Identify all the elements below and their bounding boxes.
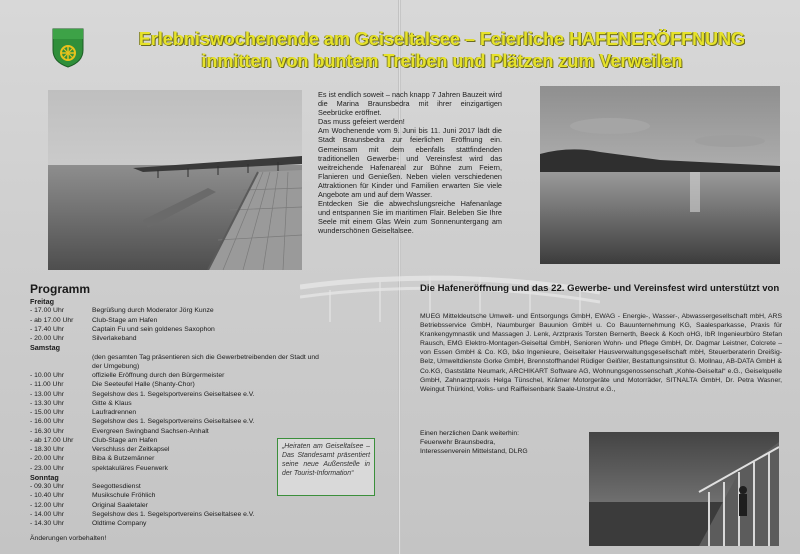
program-desc: Laufradrennen <box>92 409 137 416</box>
program-time: - 11.00 Uhr <box>30 381 64 389</box>
program-time: - 10.40 Uhr <box>30 492 65 500</box>
sunset-lake-photo <box>540 86 780 264</box>
program-title: Programm <box>30 282 91 296</box>
program-row <box>30 306 330 315</box>
wedding-callout: „Heiraten am Geiseltalsee – Das Standesamt präsentiert seine neue Außenstelle in der Tourist-Information“ <box>277 438 375 496</box>
headline-line-2: inmitten von buntem Treiben und Plätzen zum Verweilen <box>201 51 683 71</box>
article-paragraph-2: Das muss gefeiert werden! <box>318 117 405 127</box>
article-paragraph-3: Am Wochenende vom 9. Juni bis 11. Juni 2017 lädt die Stadt Braunsbedra zur feierlichen Eröffnung ein. Gemeinsam mit dem ebenfalls stattfindenden traditionellen Gewerbe- und Vereinsfest wird das weitreichende Hafenareal zur Bühne zum Feiern, Flanieren und Genießen. Neben vielen verschiedenen Attraktionen für Kinder und Familien erwarten Sie viele Angebote am und auf dem Wasser. <box>318 126 502 200</box>
program-list <box>30 297 330 544</box>
day-label: Sonntag <box>30 472 59 482</box>
program-desc: Original Saaletaler <box>92 501 148 509</box>
program-desc: Segelshow des 1. Segelsportvereins Geiseltalsee e.V. <box>92 510 255 518</box>
program-time: - 10.00 Uhr <box>30 372 65 379</box>
program-note: Änderungen vorbehalten! <box>30 535 107 543</box>
program-desc: Begrüßung durch Moderator Jörg Kunze <box>92 307 214 315</box>
program-row <box>30 427 330 436</box>
program-desc: Verschluss der Zeitkapsel <box>92 446 170 453</box>
program-time: - 16.00 Uhr <box>30 418 65 426</box>
program-row <box>30 510 330 519</box>
program-row <box>30 316 330 325</box>
program-desc: offizielle Eröffnung durch den Bürgermeister <box>92 372 225 379</box>
program-desc: Segelshow des 1. Segelsportvereins Geiseltalsee e.V. <box>92 418 255 426</box>
program-desc: Musikschule Fröhlich <box>92 492 156 500</box>
program-time: - 18.30 Uhr <box>30 446 65 453</box>
program-row <box>30 519 330 528</box>
article-paragraph-1: Es ist endlich soweit – nach knapp 7 Jahren Bauzeit wird die Marina Braunsbedra mit ihrer einzigartigen Seebrücke eröffnet. <box>318 90 502 118</box>
program-desc: Seegottesdienst <box>92 483 141 490</box>
program-time: - 09.30 Uhr <box>30 483 65 490</box>
program-desc: Segelshow des 1. Segelsportvereins Geiseltalsee e.V. <box>92 390 255 398</box>
program-row <box>30 390 330 399</box>
program-time: - 20.00 Uhr <box>30 455 65 463</box>
day-label: Samstag <box>30 343 60 353</box>
program-time: - 14.30 Uhr <box>30 520 65 527</box>
evening-pier-photo <box>589 432 779 546</box>
program-time: - 16.30 Uhr <box>30 427 65 435</box>
program-desc: spektakuläres Feuerwerk <box>92 464 168 472</box>
program-row <box>30 417 330 426</box>
program-desc: Club-Stage am Hafen <box>92 316 158 324</box>
thanks-block <box>420 429 580 457</box>
program-row <box>30 325 330 334</box>
headline-line-1: Erlebniswochenende am Geiseltalsee – Feierliche HAFENERÖFFNUNG <box>138 29 746 49</box>
program-time: - 20.00 Uhr <box>30 335 65 342</box>
program-time: - 17.00 Uhr <box>30 307 65 315</box>
program-desc: Evergreen Swingband Sachsen-Anhalt <box>92 427 209 435</box>
program-desc: Biba & Butzemänner <box>92 455 155 463</box>
program-row <box>30 399 330 408</box>
sponsor-heading: Die Hafeneröffnung und das 22. Gewerbe- und Vereinsfest wird unterstützt von <box>420 283 780 294</box>
thanks-line: Einen herzlichen Dank weiterhin: <box>420 430 519 437</box>
program-time: - 17.40 Uhr <box>30 325 65 333</box>
article-text <box>318 90 502 236</box>
program-time: - 23.00 Uhr <box>30 464 65 472</box>
day-label: Freitag <box>30 297 54 306</box>
program-time: - 14.00 Uhr <box>30 510 65 518</box>
program-row <box>30 371 330 380</box>
coat-of-arms-logo <box>52 28 84 68</box>
program-row <box>30 408 330 417</box>
thanks-line: Interessenverein Mittelstand, DLRG <box>420 448 528 456</box>
pier-photo <box>48 90 302 270</box>
program-row <box>30 380 330 389</box>
program-time: - 13.30 Uhr <box>30 399 65 407</box>
program-desc: Club-Stage am Hafen <box>92 436 158 444</box>
program-desc: Oldtime Company <box>92 520 147 527</box>
program-time: - ab 17.00 Uhr <box>30 316 74 324</box>
program-row <box>30 353 330 372</box>
headline <box>92 28 792 72</box>
program-time: - 12.00 Uhr <box>30 501 65 509</box>
article-paragraph-4: Entdecken Sie die abwechslungsreiche Hafenanlage und entspannen Sie im maritimen Flair. Beleben Sie Ihre Seele mit einem Glas Wein zum Sonnenuntergang am wunderschönen Geiseltalsee. <box>318 199 502 236</box>
program-desc: Silverlakeband <box>92 335 137 342</box>
program-time <box>30 353 92 372</box>
program-time: - 13.00 Uhr <box>30 390 65 398</box>
program-time: - 15.00 Uhr <box>30 409 65 416</box>
program-row <box>30 334 330 343</box>
program-row <box>30 501 330 510</box>
thanks-line: Feuerwehr Braunsbedra, <box>420 439 496 447</box>
sponsor-list: MUEG Mitteldeutsche Umwelt- und Entsorgungs GmbH, EWAG - Energie-, Wasser-, Abwassergesellschaft mbH, ARS Betriebsservice GmbH, Naumburger Bauunion GmbH u. Co Bauunternehmung KG, Saalesparkasse, Praxis für Krankengymnastik und Massagen J. Lenk, Arztpraxis Torsten Bernerth, Beeck & Koch oHG, IbR Ingenieurbüro Stefan Rausch, EMG Elektro-Montagen-Geiseltal GmbH, Senioren Wohn- und Pflege GmbH, Dr. Dagmar Leistner, Colcrete – von Essen GmbH & Co. KG, b&o Ingenieure, Geiseltaler Hausverwaltungsgesellschaft mbH, Steuerberaterin Dreißig-Belz, Umweltdienste Gorke GmbH, Brennstoffhandel Rüdiger Geißler, Bestattungsinstitut G. Mollnau, AB-DATA GmbH & Co.KG, Gaststätte Neumark, ARCHIKART Software AG, Wohnungsgenossenschaft „Kohle-Geiseltal“ e.G., Geiselquelle GmbH, Zahnarztpraxis Helga Tünschel, Krämer Motorgeräte und Motorräder, SITNALTA GmbH, Dr. Petra Wasner, Weingut Thürkind, Volks- und Raiffeisenbank Saale-Unstrut e.G., <box>420 313 782 393</box>
program-time: - ab 17.00 Uhr <box>30 436 74 444</box>
program-desc: Gitte & Klaus <box>92 399 132 407</box>
program-desc: Die Seeteufel Halle (Shanty-Chor) <box>92 381 195 389</box>
program-desc: Captain Fu und sein goldenes Saxophon <box>92 325 215 333</box>
program-desc: (den gesamten Tag präsentieren sich die Gewerbetreibenden der Stadt und der Umgebung) <box>92 353 319 370</box>
